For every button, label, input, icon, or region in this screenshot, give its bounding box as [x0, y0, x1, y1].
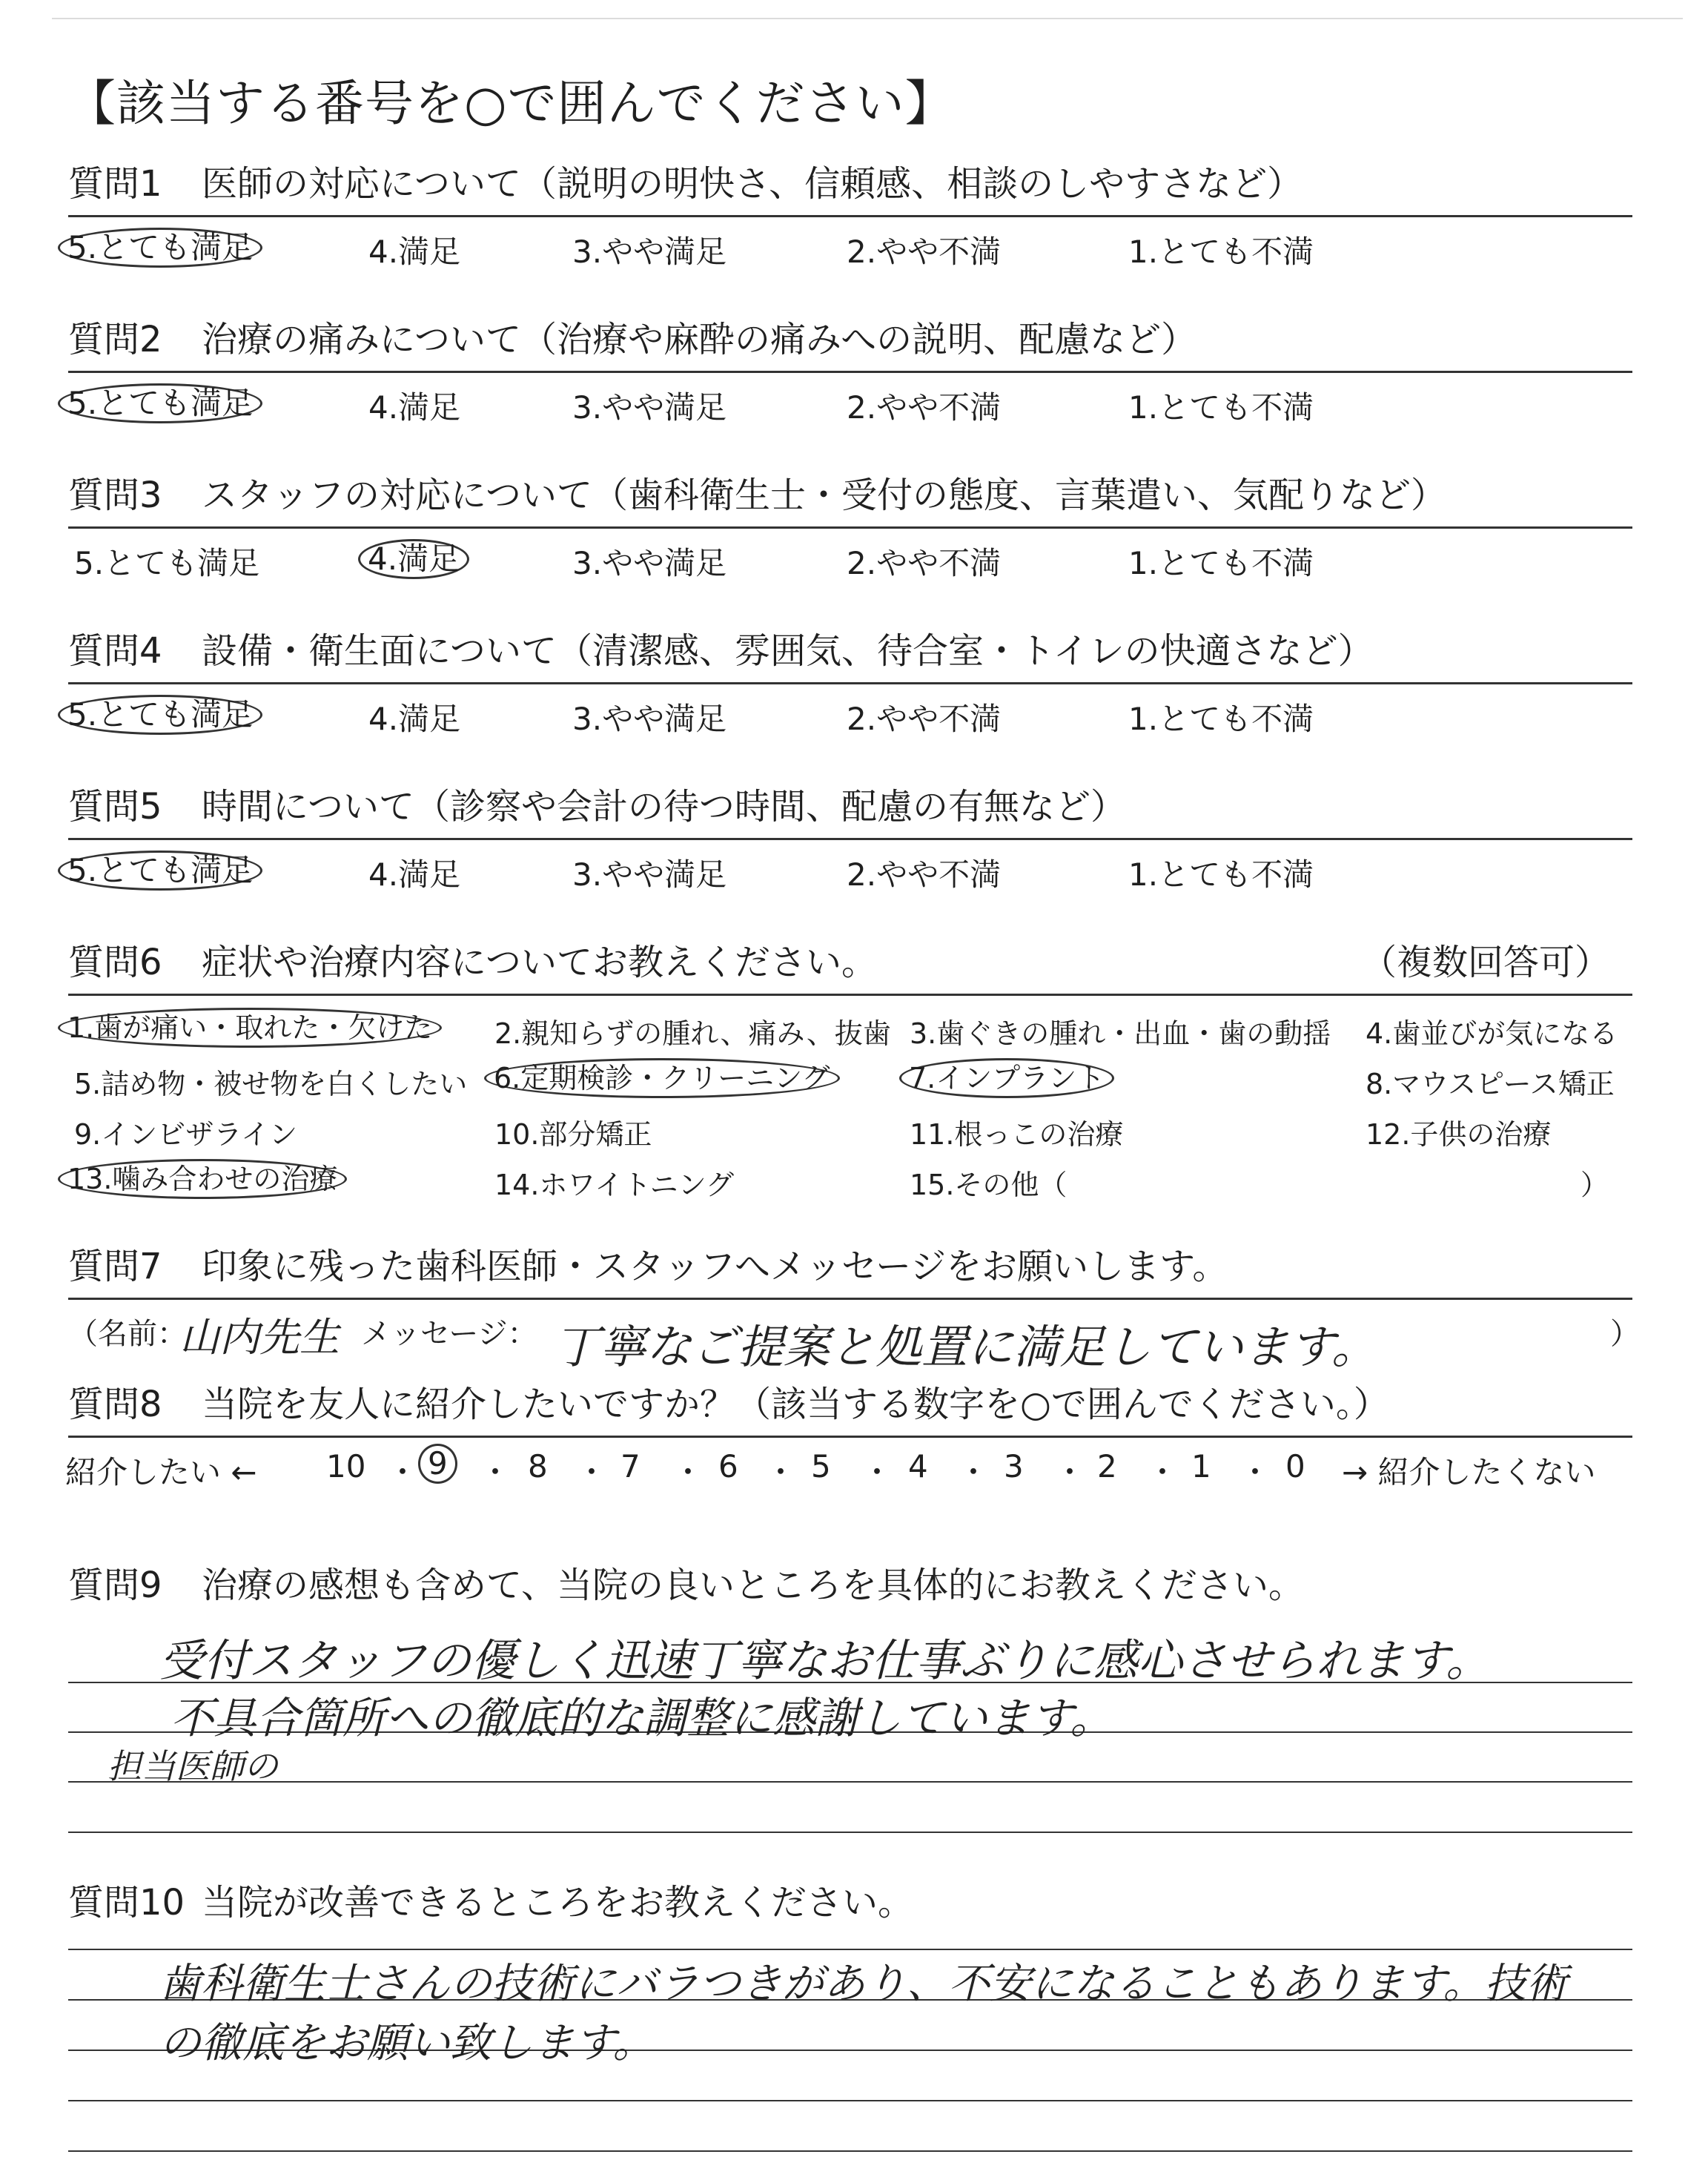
question-text: 設備・衛生面について（清潔感、雰囲気、待合室・トイレの快適さなど）: [202, 630, 1374, 672]
option-4[interactable]: 4.満足: [368, 701, 461, 737]
question-2: [68, 311, 1632, 425]
option-3[interactable]: 3.やや満足: [572, 389, 727, 426]
question-8: [65, 1384, 1632, 1497]
option-5-selected[interactable]: 5.とても満足: [58, 695, 262, 735]
rating-options: [68, 217, 1632, 269]
option-2[interactable]: 2.やや不満: [847, 856, 1002, 893]
scale-sep: ・: [672, 1454, 704, 1490]
scale-4[interactable]: 4: [908, 1448, 928, 1484]
question-number: 質問1: [68, 163, 162, 205]
question-number: 質問10: [68, 1882, 185, 1923]
option-2[interactable]: 2.やや不満: [847, 701, 1002, 737]
option-2[interactable]: 2.やや不満: [847, 234, 1002, 270]
option-1[interactable]: 1.とても不満: [1128, 856, 1314, 893]
option-2[interactable]: 2.やや不満: [847, 545, 1002, 581]
scale-sep: ・: [1054, 1454, 1086, 1490]
page-title: 【該当する番号を○で囲んでください】: [67, 75, 955, 132]
name-value[interactable]: 山内先生: [179, 1314, 340, 1361]
scale-sep: ・: [387, 1454, 419, 1490]
symptom-10[interactable]: 10.部分矯正: [494, 1118, 652, 1151]
question-text: 時間について（診察や会計の待つ時間、配慮の有無など）: [202, 786, 1127, 828]
scale-sep: ・: [765, 1454, 797, 1490]
scale-sep: ・: [958, 1454, 990, 1490]
option-2[interactable]: 2.やや不満: [847, 389, 1002, 426]
symptom-12[interactable]: 12.子供の治療: [1366, 1118, 1552, 1151]
symptom-options: [68, 996, 1632, 1211]
q9-answer-line-3[interactable]: 担当医師の: [107, 1746, 278, 1786]
symptom-2[interactable]: 2.親知らずの腫れ、痛み、抜歯: [494, 1017, 891, 1050]
symptom-5[interactable]: 5.詰め物・被せ物を白くしたい: [74, 1068, 468, 1100]
scale-7[interactable]: 7: [620, 1448, 640, 1484]
symptom-4[interactable]: 4.歯並びが気になる: [1366, 1017, 1618, 1050]
question-number: 質問5: [68, 786, 162, 828]
option-3[interactable]: 3.やや満足: [572, 545, 727, 581]
scale-sep: ・: [480, 1454, 512, 1490]
option-5[interactable]: 5.とても満足: [74, 545, 260, 581]
scale-3[interactable]: 3: [1004, 1448, 1024, 1484]
symptom-14[interactable]: 14.ホワイトニング: [494, 1169, 735, 1201]
symptom-9[interactable]: 9.インビザライン: [74, 1118, 298, 1151]
scale-right-label: → 紹介したくない: [1342, 1454, 1596, 1490]
scale-9-selected[interactable]: 9: [418, 1444, 457, 1484]
question-number: 質問4: [68, 630, 162, 672]
message-row: [68, 1300, 1640, 1374]
rating-options: [68, 684, 1632, 736]
question-text: 治療の感想も含めて、当院の良いところを具体的にお教えください。: [202, 1565, 1305, 1606]
question-number: 質問8: [68, 1384, 162, 1425]
symptom-6-selected[interactable]: 6.定期検診・クリーニング: [484, 1058, 840, 1098]
question-10: [68, 1860, 1632, 1934]
symptom-15[interactable]: 15.その他（: [910, 1169, 1068, 1201]
name-label: （名前：: [68, 1317, 187, 1351]
q9-answer-line-2[interactable]: 不具合箇所への徹底的な調整に感謝しています。: [171, 1693, 1113, 1743]
option-3[interactable]: 3.やや満足: [572, 856, 727, 893]
scale-5[interactable]: 5: [811, 1448, 831, 1484]
question-number: 質問6: [68, 942, 162, 983]
message-close: ）: [1610, 1317, 1640, 1351]
question-6: [68, 934, 1632, 1211]
symptom-1-selected[interactable]: 1.歯が痛い・取れた・欠けた: [58, 1008, 442, 1048]
scale-1[interactable]: 1: [1191, 1448, 1211, 1484]
scale-sep: ・: [861, 1454, 893, 1490]
question-number: 質問9: [68, 1565, 162, 1606]
option-4[interactable]: 4.満足: [368, 856, 461, 893]
option-1[interactable]: 1.とても不満: [1128, 389, 1314, 426]
symptom-15-close: ）: [1580, 1169, 1609, 1201]
rating-options: [68, 529, 1632, 581]
question-9: [68, 1542, 1632, 1616]
answer-line: [68, 1781, 1632, 1783]
option-5-selected[interactable]: 5.とても満足: [58, 228, 262, 268]
question-text: 当院が改善できるところをお教えください。: [202, 1882, 914, 1923]
scale-left-label: 紹介したい ←: [65, 1454, 257, 1490]
question-text: 医師の対応について（説明の明快さ、信頼感、相談のしやすさなど）: [202, 163, 1303, 205]
question-number: 質問7: [68, 1246, 162, 1287]
option-1[interactable]: 1.とても不満: [1128, 234, 1314, 270]
scale-10[interactable]: 10: [326, 1448, 366, 1484]
question-number: 質問3: [68, 475, 162, 516]
option-4[interactable]: 4.満足: [368, 389, 461, 426]
symptom-3[interactable]: 3.歯ぐきの腫れ・出血・歯の動揺: [910, 1017, 1331, 1050]
question-1: [68, 156, 1632, 269]
question-4: [68, 623, 1632, 736]
option-3[interactable]: 3.やや満足: [572, 234, 727, 270]
symptom-7-selected[interactable]: 7.インプラント: [899, 1058, 1114, 1098]
question-5: [68, 779, 1632, 892]
option-1[interactable]: 1.とても不満: [1128, 545, 1314, 581]
answer-line: [68, 1832, 1632, 1833]
message-value[interactable]: 丁寧なご提案と処置に満足しています。: [554, 1320, 1378, 1374]
question-7: [68, 1238, 1640, 1374]
option-4-selected[interactable]: 4.満足: [358, 539, 469, 579]
rating-options: [68, 840, 1632, 892]
question-text: 印象に残った歯科医師・スタッフへメッセージをお願いします。: [202, 1246, 1228, 1287]
option-1[interactable]: 1.とても不満: [1128, 701, 1314, 737]
scale-sep: ・: [1147, 1454, 1179, 1490]
answer-line: [68, 1949, 1632, 1950]
multiple-answer-note: （複数回答可）: [1360, 942, 1610, 983]
message-label: メッセージ：: [361, 1317, 537, 1351]
question-text: 当院を友人に紹介したいですか？（該当する数字を○で囲んでください。）: [202, 1384, 1389, 1425]
q10-answer[interactable]: 歯科衛生士さんの技術にバラつきがあり、不安になることもあります。技術の徹底をお願い致します。: [159, 1960, 1568, 2067]
scale-sep: ・: [576, 1454, 608, 1490]
scale-0[interactable]: 0: [1285, 1448, 1305, 1484]
rating-options: [68, 373, 1632, 425]
scale-8[interactable]: 8: [528, 1448, 548, 1484]
option-4[interactable]: 4.満足: [368, 234, 461, 270]
symptom-8[interactable]: 8.マウスピース矯正: [1366, 1068, 1615, 1100]
scale-2[interactable]: 2: [1097, 1448, 1117, 1484]
question-text: 治療の痛みについて（治療や麻酔の痛みへの説明、配慮など）: [202, 319, 1197, 360]
scale-sep: ・: [1239, 1454, 1271, 1490]
question-text: スタッフの対応について（歯科衛生士・受付の態度、言葉遣い、気配りなど）: [202, 475, 1447, 516]
option-3[interactable]: 3.やや満足: [572, 701, 727, 737]
scale-6[interactable]: 6: [718, 1448, 738, 1484]
recommend-scale: [65, 1438, 1632, 1497]
answer-line: [68, 2150, 1632, 2152]
option-5-selected[interactable]: 5.とても満足: [58, 851, 262, 891]
symptom-11[interactable]: 11.根っこの治療: [910, 1118, 1124, 1151]
answer-line: [68, 2100, 1632, 2101]
symptom-13-selected[interactable]: 13.噛み合わせの治療: [58, 1159, 347, 1199]
option-5-selected[interactable]: 5.とても満足: [58, 383, 262, 423]
question-text: 症状や治療内容についてお教えください。: [202, 942, 878, 983]
question-3: [68, 467, 1632, 581]
top-rule: [52, 18, 1683, 19]
q9-answer-line-1[interactable]: 受付スタッフの優しく迅速丁寧なお仕事ぶりに感心させられます。: [159, 1635, 1491, 1687]
question-number: 質問2: [68, 319, 162, 360]
